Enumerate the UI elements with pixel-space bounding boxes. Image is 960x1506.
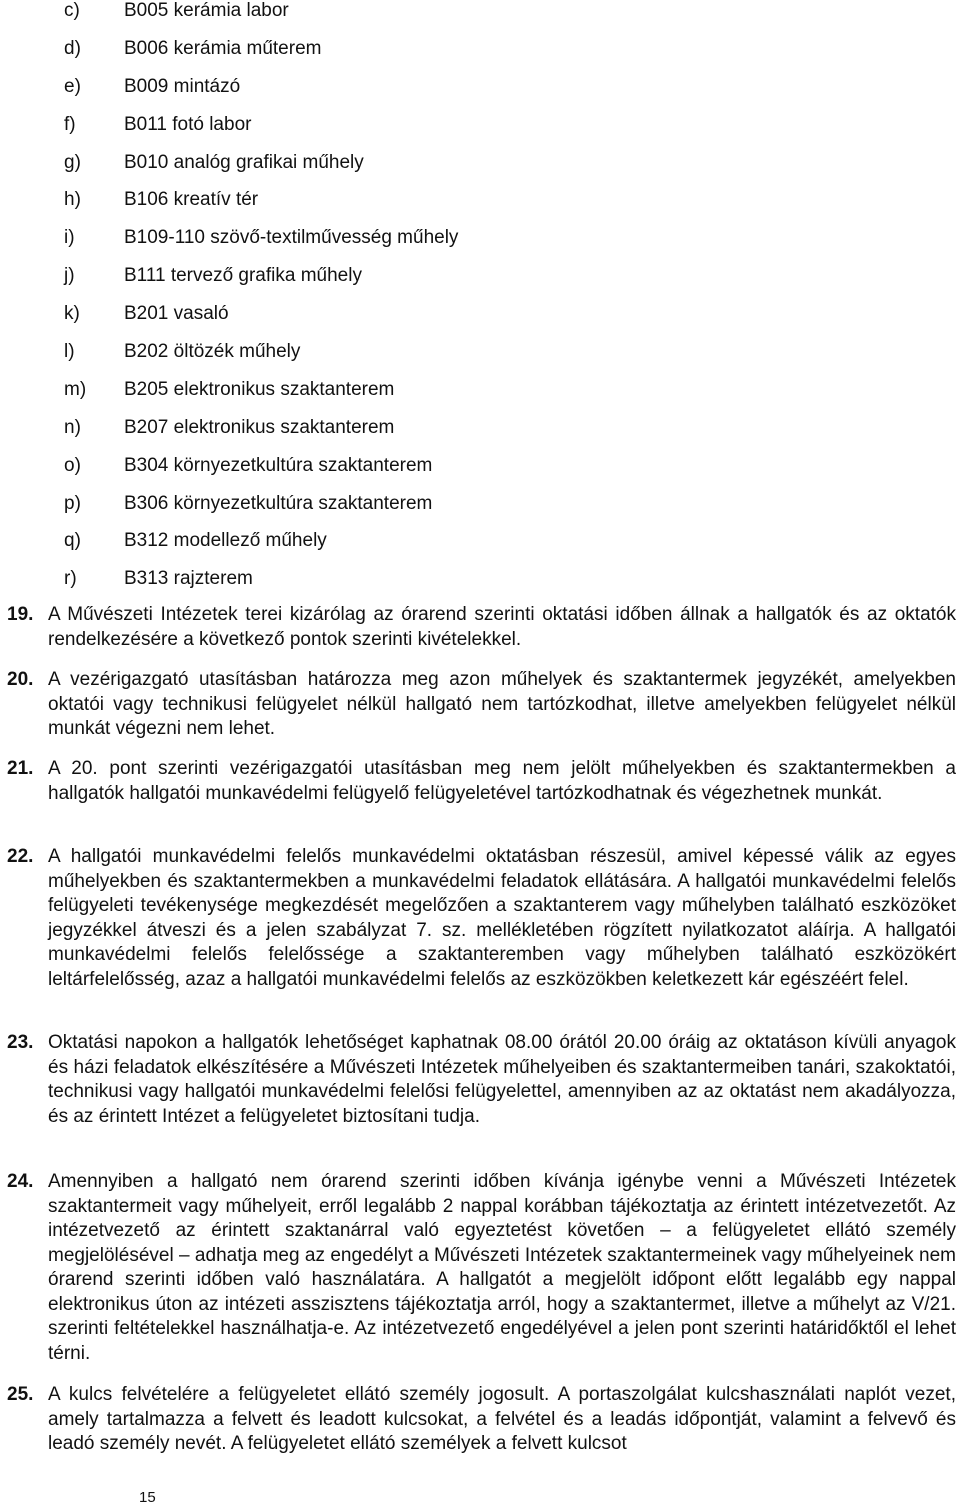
list-item-letter: r): [64, 568, 77, 590]
list-item: [0, 76, 960, 114]
list-item-letter: i): [64, 227, 75, 249]
list-item-room: B006 kerámia műterem: [124, 37, 322, 59]
paragraph-number: 25.: [7, 1384, 34, 1405]
list-item-letter: c): [64, 0, 80, 21]
room-list: [0, 0, 960, 606]
list-item: [0, 152, 960, 190]
list-item-room: B010 analóg grafikai műhely: [124, 151, 364, 173]
list-item-letter: h): [64, 189, 81, 211]
list-item-room: B106 kreatív tér: [124, 189, 259, 211]
paragraph-text: Amennyiben a hallgató nem órarend szerinti időben kívánja igénybe venni a Művészeti Intézetek szaktantermeit vagy műhelyeit, erről legalább 2 nappal korábban tájékoztatja az érintett intézetvezetőt. Az intézetvezető az érintett szaktanárral való egyeztetést követően – a felügyeletet ellátó személy megjelölésével – adhatja meg az engedélyt a Művészeti Intézetek szaktantermeinek vagy műhelyeinek nem órarend szerinti időben való használatára. A hallgatót a megjelölt időpont előtt legalább egy nappal elektronikus úton az intézeti asszisztens tájékoztatja arról, hogy a szaktantermet, illetve a műhelyt az V/21. szerinti feltételekkel használhatja-e. Az intézetvezető engedélyével a jelen pont szerinti határidőktől el lehet térni.: [48, 1171, 956, 1364]
paragraph-number: 22.: [7, 846, 34, 867]
list-item-room: B111 tervező grafika műhely: [124, 265, 362, 287]
list-item-room: B109-110 szövő-textilművesség műhely: [124, 227, 459, 249]
paragraph-number: 19.: [7, 604, 34, 625]
paragraph-text: A kulcs felvételére a felügyeletet ellátó személy jogosult. A portaszolgálat kulcshasználati naplót vezet, amely tartalmazza a felvett és leadott kulcsokat, a felvétel és a leadás időpontját, valamint a felvevő és leadó személy nevét. A felügyeletet ellátó személyek a felvett kulcsot: [48, 1384, 956, 1454]
list-item-room: B312 modellező műhely: [124, 530, 327, 552]
list-item-room: B009 mintázó: [124, 75, 241, 97]
list-item: [0, 379, 960, 417]
paragraph-19: [0, 603, 956, 652]
list-item: [0, 38, 960, 76]
paragraph-text: A hallgatói munkavédelmi felelős munkavédelmi oktatásban részesül, amivel képessé válik az egyes műhelyekben és szaktantermekben a munkavédelmi feladatok ellátására. A hallgatói munkavédelmi felelős felügyeleti tevékenysége megkezdését megelőzően a szaktanterem vagy műhelyben található eszközöket jegyzékkel átveszi és a jelen szabályzat 7. sz. mellékletében rögzített nyilatkozatot aláírja. A hallgatói munkavédelmi felelős felelőssége a szaktanteremben vagy műhelyben található eszközökért leltárfelelősség, azaz a hallgatói munkavédelmi felelős az eszközökben keletkezett kár egészéért felel.: [48, 846, 956, 990]
list-item: [0, 303, 960, 341]
paragraph-number: 24.: [7, 1171, 34, 1192]
paragraph-text: Oktatási napokon a hallgatók lehetőséget kaphatnak 08.00 órától 20.00 óráig az oktatáson kívüli anyagok és házi feladatok elkészítésére a Művészeti Intézetek műhelyeiben és szaktantermeiben tanári, szakoktatói, technikusi vagy hallgatói munkavédelmi felelősi felügyelettel, amennyiben az az oktatást nem akadályozza, és az érintett Intézet a felügyeletet biztosítani tudja.: [48, 1032, 956, 1127]
list-item-letter: g): [64, 151, 81, 173]
list-item-room: B205 elektronikus szaktanterem: [124, 378, 395, 400]
paragraph-text: A 20. pont szerinti vezérigazgatói utasításban meg nem jelölt műhelyekben és szaktantermekben a hallgatók hallgatói munkavédelmi felügyelő felügyeletével tartózkodhatnak és végezhetnek munkát.: [48, 758, 956, 804]
list-item-letter: e): [64, 75, 81, 97]
list-item-room: B304 környezetkultúra szaktanterem: [124, 454, 433, 476]
paragraph-22: [0, 845, 956, 992]
list-item-room: B005 kerámia labor: [124, 0, 289, 21]
paragraph-23: [0, 1031, 956, 1129]
list-item-letter: p): [64, 492, 81, 514]
list-item-room: B011 fotó labor: [124, 113, 252, 135]
list-item-letter: j): [64, 265, 75, 287]
list-item-room: B313 rajzterem: [124, 568, 253, 590]
list-item-letter: f): [64, 113, 76, 135]
list-item: [0, 0, 960, 38]
list-item-letter: q): [64, 530, 81, 552]
list-item: [0, 227, 960, 265]
list-item-room: B306 környezetkultúra szaktanterem: [124, 492, 433, 514]
paragraph-25: [0, 1383, 956, 1457]
page-number: 15: [139, 1489, 156, 1506]
list-item: [0, 455, 960, 493]
paragraph-20: [0, 668, 956, 742]
list-item-letter: n): [64, 416, 81, 438]
list-item: [0, 530, 960, 568]
paragraph-number: 23.: [7, 1032, 34, 1053]
list-item: [0, 417, 960, 455]
paragraph-text: A Művészeti Intézetek terei kizárólag az órarend szerinti oktatási időben állnak a hallgatók és az oktatók rendelkezésére a következő pontok szerinti kivételekkel.: [48, 604, 956, 650]
paragraph-21: [0, 757, 956, 806]
list-item: [0, 341, 960, 379]
list-item: [0, 114, 960, 152]
paragraph-number: 21.: [7, 758, 34, 779]
list-item: [0, 493, 960, 531]
list-item-letter: k): [64, 303, 80, 325]
list-item-letter: o): [64, 454, 81, 476]
list-item-letter: m): [64, 378, 87, 400]
list-item-room: B202 öltözék műhely: [124, 341, 301, 363]
list-item-letter: l): [64, 341, 75, 363]
list-item: [0, 189, 960, 227]
paragraph-24: [0, 1170, 956, 1366]
list-item-room: B207 elektronikus szaktanterem: [124, 416, 395, 438]
list-item: [0, 568, 960, 606]
paragraph-text: A vezérigazgató utasításban határozza meg azon műhelyek és szaktantermek jegyzékét, amelyekben oktatói vagy technikusi felügyelet nélkül hallgató nem tartózkodhat, illetve amelyekben felügyelet nélkül munkát végezni nem lehet.: [48, 669, 956, 739]
list-item-letter: d): [64, 37, 81, 59]
paragraph-number: 20.: [7, 669, 34, 690]
list-item-room: B201 vasaló: [124, 303, 229, 325]
list-item: [0, 265, 960, 303]
